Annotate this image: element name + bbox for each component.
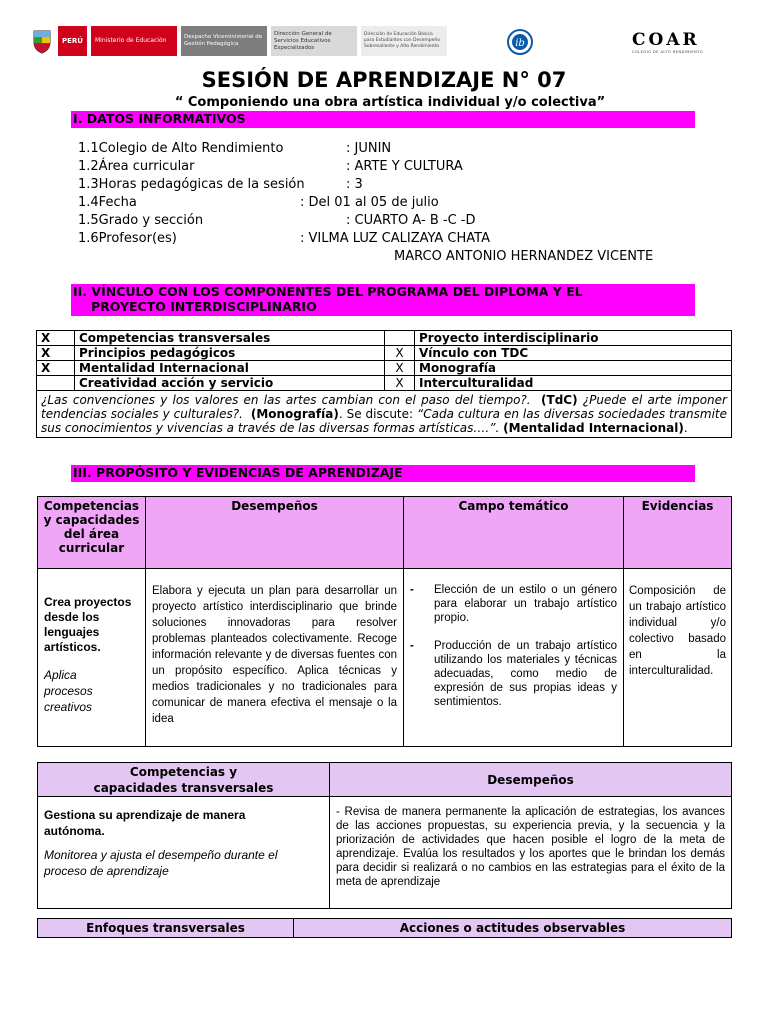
check-mark bbox=[385, 331, 415, 346]
component-label: Principios pedagógicos bbox=[75, 346, 385, 361]
component-label: Vínculo con TDC bbox=[415, 346, 732, 361]
coar-logo bbox=[632, 30, 732, 56]
list-item bbox=[410, 639, 617, 709]
info-value: : CUARTO A- B -C -D bbox=[346, 213, 476, 228]
info-value: : Del 01 al 05 de julio bbox=[300, 195, 439, 210]
bullet: - bbox=[410, 640, 414, 652]
col-desempenos: Desempeños bbox=[146, 497, 404, 569]
peru-seal-icon bbox=[30, 26, 54, 56]
discute-quote: “Cada cultura en las diversas sociedades transmite sus conocimientos y vivencias a través de las diversas formas artísticas….”. bbox=[41, 407, 727, 435]
header-logos bbox=[30, 26, 447, 56]
coar-logo-text: COAR bbox=[632, 30, 700, 50]
info-value: : ARTE Y CULTURA bbox=[346, 159, 463, 174]
mentalidad-tag: (Mentalidad Internacional) bbox=[503, 421, 684, 435]
session-title: SESIÓN DE APRENDIZAJE N° 07 bbox=[201, 68, 567, 92]
table-header-row bbox=[38, 497, 732, 569]
session-subtitle: “ Componiendo una obra artística individual y/o colectiva” bbox=[174, 95, 606, 110]
ib-logo-text: ib bbox=[515, 38, 525, 49]
transversal-desempeno-cell: - Revisa de manera permanente la aplicación de estrategias, los avances de las acciones propuestas, su experiencia previa, y la secuencia y la priorización de actividades que hacen posible el logro de la meta de aprendizaje. Evalúa los resultados y los aportes que le brindan los demás para decidir si realizará o no cambios en las estrategias para el éxito de la meta de aprendizaje bbox=[330, 797, 732, 909]
component-label: Interculturalidad bbox=[415, 376, 732, 391]
datos-informativos bbox=[78, 140, 698, 270]
paragraph-end: . bbox=[683, 421, 688, 435]
table-row bbox=[37, 346, 732, 361]
evidencia-cell: Composición de un trabajo artístico individual y/o colectivo basado en la interculturalidad. bbox=[624, 569, 732, 747]
tdc-question-2: ¿Puede el arte imponer tendencias sociales y culturales?. bbox=[41, 393, 727, 421]
col-evidencias: Evidencias bbox=[624, 497, 732, 569]
section-2-heading-line1: II. VÍNCULO CON LOS COMPONENTES DEL PROGRAMA DEL DIPLOMA Y EL bbox=[73, 284, 583, 299]
campo-cell bbox=[404, 569, 624, 747]
component-label: Competencias transversales bbox=[75, 331, 385, 346]
ib-logo bbox=[505, 28, 535, 56]
transversal-competencia-cell bbox=[38, 797, 330, 909]
table-row bbox=[37, 331, 732, 346]
section-1-heading bbox=[71, 111, 695, 128]
component-label: Monografía bbox=[415, 361, 732, 376]
direccion-basica-label: Dirección de Educación Básica para Estudiantes con Desempeño Sobresaliente y Alto Rendimiento bbox=[361, 26, 447, 56]
campo-item-text: Elección de un estilo o un género para elaborar un trabajo artístico propio. bbox=[434, 584, 617, 624]
table-header-row bbox=[38, 919, 732, 938]
coar-tagline: COLEGIO DE ALTO RENDIMIENTO bbox=[632, 50, 704, 54]
info-key: 1.3Horas pedagógicas de la sesión bbox=[78, 177, 305, 192]
info-value: : JUNIN bbox=[346, 141, 392, 156]
bullet: - bbox=[410, 584, 414, 596]
check-mark: X bbox=[385, 361, 415, 376]
check-mark: X bbox=[385, 376, 415, 391]
despacho-label: Despacho Viceministerial de Gestión Pedagógica bbox=[181, 26, 267, 56]
ministry-label: Ministerio de Educación bbox=[91, 26, 177, 56]
check-mark bbox=[37, 376, 75, 391]
col-campo: Campo temático bbox=[404, 497, 624, 569]
desempeno-cell: Elabora y ejecuta un plan para desarrollar un proyecto artístico interdisciplinario que brinde soluciones innovadoras para resolver problemas planteados colectivamente. Recoge información relevante y de diversas fuentes con un propósito específico. Aplica técnicas y medios tradicionales y no tradicionales para comunicar de manera efectiva el mensaje o la idea bbox=[146, 569, 404, 747]
competencia-text: Crea proyectos desde los lenguajes artísticos. bbox=[44, 595, 132, 654]
check-mark: X bbox=[37, 331, 75, 346]
purpose-table bbox=[37, 496, 732, 747]
transversal-competencia-text: Gestiona su aprendizaje de manera autónoma. bbox=[44, 808, 246, 838]
info-value: : 3 bbox=[346, 177, 363, 192]
discute-text: . Se discute: bbox=[338, 407, 414, 421]
components-table bbox=[36, 330, 732, 438]
table-row bbox=[37, 361, 732, 376]
info-key: 1.4Fecha bbox=[78, 195, 137, 210]
transversal-table bbox=[37, 762, 732, 909]
tdc-tag: (TdC) bbox=[541, 393, 578, 407]
info-value: : VILMA LUZ CALIZAYA CHATA bbox=[300, 231, 490, 246]
col-desempenos-transversales: Desempeños bbox=[330, 763, 732, 797]
tdc-question-1: ¿Las convenciones y los valores en las artes cambian con el paso del tiempo?. bbox=[41, 393, 531, 407]
info-extra-teacher: MARCO ANTONIO HERNANDEZ VICENTE bbox=[394, 249, 654, 264]
col-acciones: Acciones o actitudes observables bbox=[294, 919, 732, 938]
tdc-paragraph bbox=[37, 391, 732, 438]
check-mark: X bbox=[385, 346, 415, 361]
transversal-capacidad-text: Monitorea y ajusta el desempeño durante el proceso de aprendizaje bbox=[44, 848, 278, 878]
info-key: 1.5Grado y sección bbox=[78, 213, 204, 228]
component-label: Creatividad acción y servicio bbox=[75, 376, 385, 391]
check-mark: X bbox=[37, 346, 75, 361]
component-label: Mentalidad Internacional bbox=[75, 361, 385, 376]
info-key: 1.6Profesor(es) bbox=[78, 231, 177, 246]
campo-item-text: Producción de un trabajo artístico utilizando los materiales y técnicas adecuadas, como medio de expresión de sus propias ideas y sentimientos. bbox=[434, 640, 617, 708]
section-3-heading-text: III. PROPÓSITO Y EVIDENCIAS DE APRENDIZAJE bbox=[73, 465, 403, 480]
table-header-row bbox=[38, 763, 732, 797]
section-1-heading-text: I. DATOS INFORMATIVOS bbox=[73, 111, 246, 126]
table-row bbox=[38, 797, 732, 909]
table-row bbox=[38, 569, 732, 747]
col-competencias-transversales: Competencias y capacidades transversales bbox=[38, 763, 330, 797]
section-2-heading bbox=[71, 284, 695, 316]
section-3-heading bbox=[71, 465, 695, 482]
section-2-heading-line2: PROYECTO INTERDISCIPLINARIO bbox=[91, 299, 317, 314]
table-row bbox=[37, 391, 732, 438]
monografia-tag: (Monografía) bbox=[250, 407, 339, 421]
competencia-cell bbox=[38, 569, 146, 747]
check-mark: X bbox=[37, 361, 75, 376]
info-key: 1.1Colegio de Alto Rendimiento bbox=[78, 141, 284, 156]
enfoques-table bbox=[37, 918, 732, 938]
col-enfoques: Enfoques transversales bbox=[38, 919, 294, 938]
col-competencias: Competencias y capacidades del área curricular bbox=[38, 497, 146, 569]
capacidad-text: Aplica procesos creativos bbox=[44, 668, 93, 714]
list-item bbox=[410, 583, 617, 625]
component-label: Proyecto interdisciplinario bbox=[415, 331, 732, 346]
peru-label: PERÚ bbox=[58, 26, 87, 56]
info-key: 1.2Área curricular bbox=[78, 159, 195, 174]
direccion-general-label: Dirección General de Servicios Educativos Especializados bbox=[271, 26, 357, 56]
table-row bbox=[37, 376, 732, 391]
